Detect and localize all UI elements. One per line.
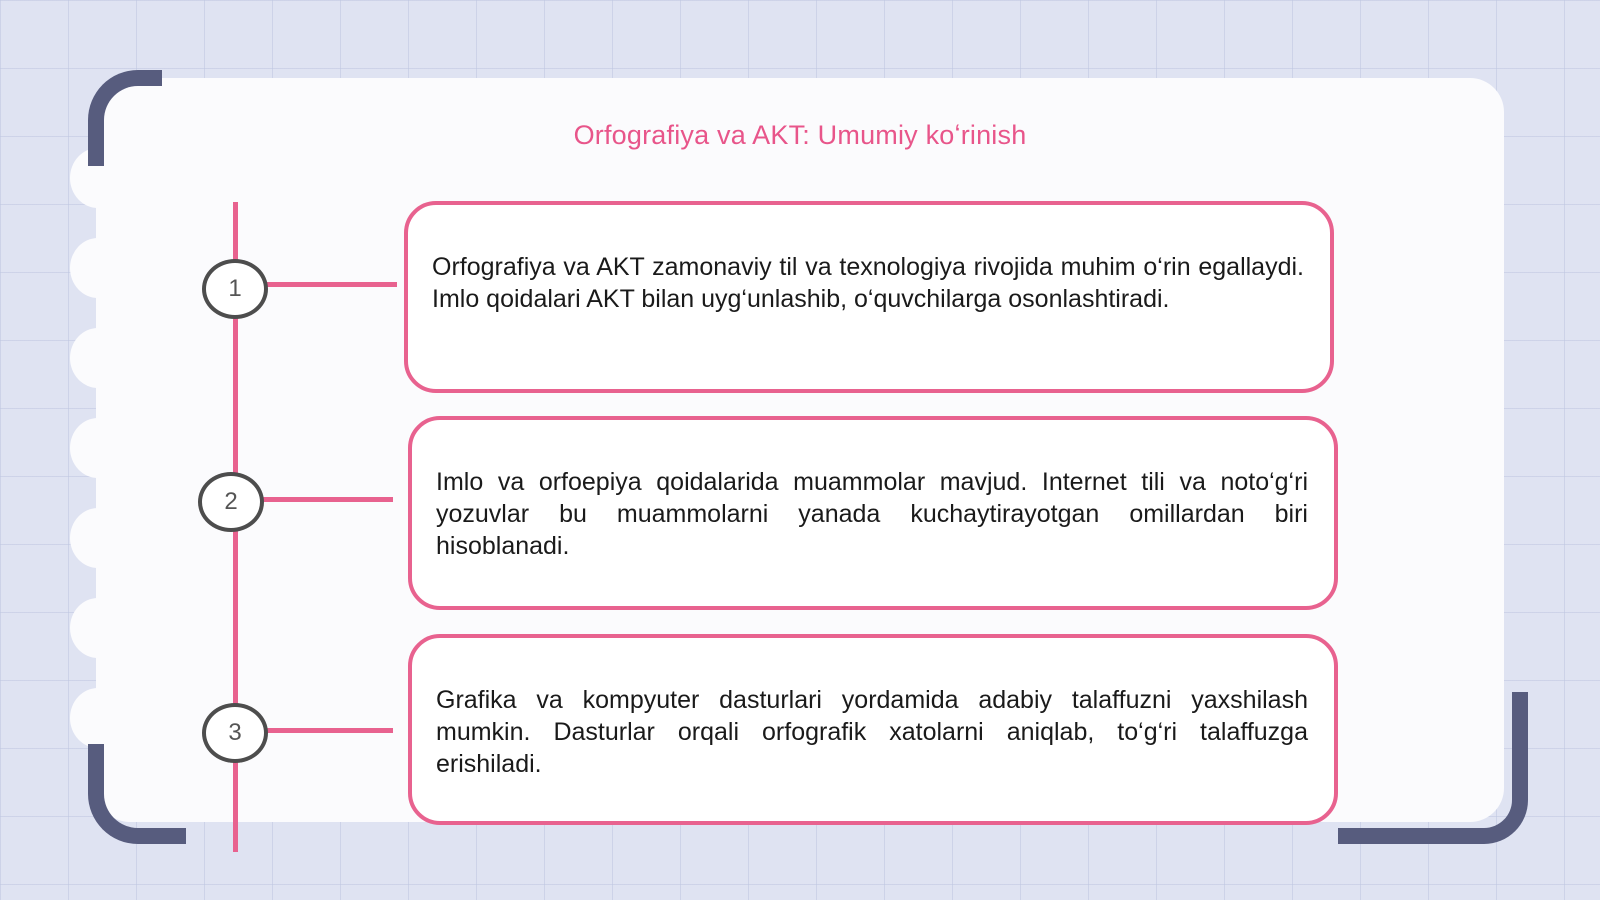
corner-bracket-bottom-right [1338,692,1528,844]
card-scallop [70,418,126,478]
card-scallop [70,328,126,388]
timeline-card-1 [404,201,1334,393]
step-number-2: 2 [198,472,264,532]
timeline-card-2 [408,416,1338,610]
timeline-connector-1 [262,282,397,287]
timeline-card-text: Grafika va kompyuter dasturlari yordamida adabiy talaffuzni yaxshilash mumkin. Dasturlar orqali orfografik xatolarni aniqlab, to‘g‘ri talaffuzga erishiladi. [436,686,1308,778]
card-scallop [70,598,126,658]
timeline-connector-3 [262,728,393,733]
corner-bracket-top-left [88,70,162,166]
step-number-3: 3 [202,703,268,763]
timeline-connector-2 [258,497,393,502]
timeline-card-3 [408,634,1338,825]
timeline-card-text: Orfografiya va AKT zamonaviy til va texnologiya rivojida muhim o‘rin egallaydi. Imlo qoidalari AKT bilan uyg‘unlashib, o‘quvchilarga osonlashtiradi. [432,253,1304,313]
timeline-card-text: Imlo va orfoepiya qoidalarida muammolar mavjud. Internet tili va noto‘g‘ri yozuvlar bu muammolarni yanada kuchaytirayotgan omillardan biri hisoblanadi. [436,468,1308,560]
page-title: Orfografiya va AKT: Umumiy koʻrinish [573,120,1027,150]
step-number-1: 1 [202,259,268,319]
corner-bracket-bottom-left [88,744,186,844]
card-scallop [70,688,126,748]
card-scallop [70,508,126,568]
card-scallop [70,238,126,298]
